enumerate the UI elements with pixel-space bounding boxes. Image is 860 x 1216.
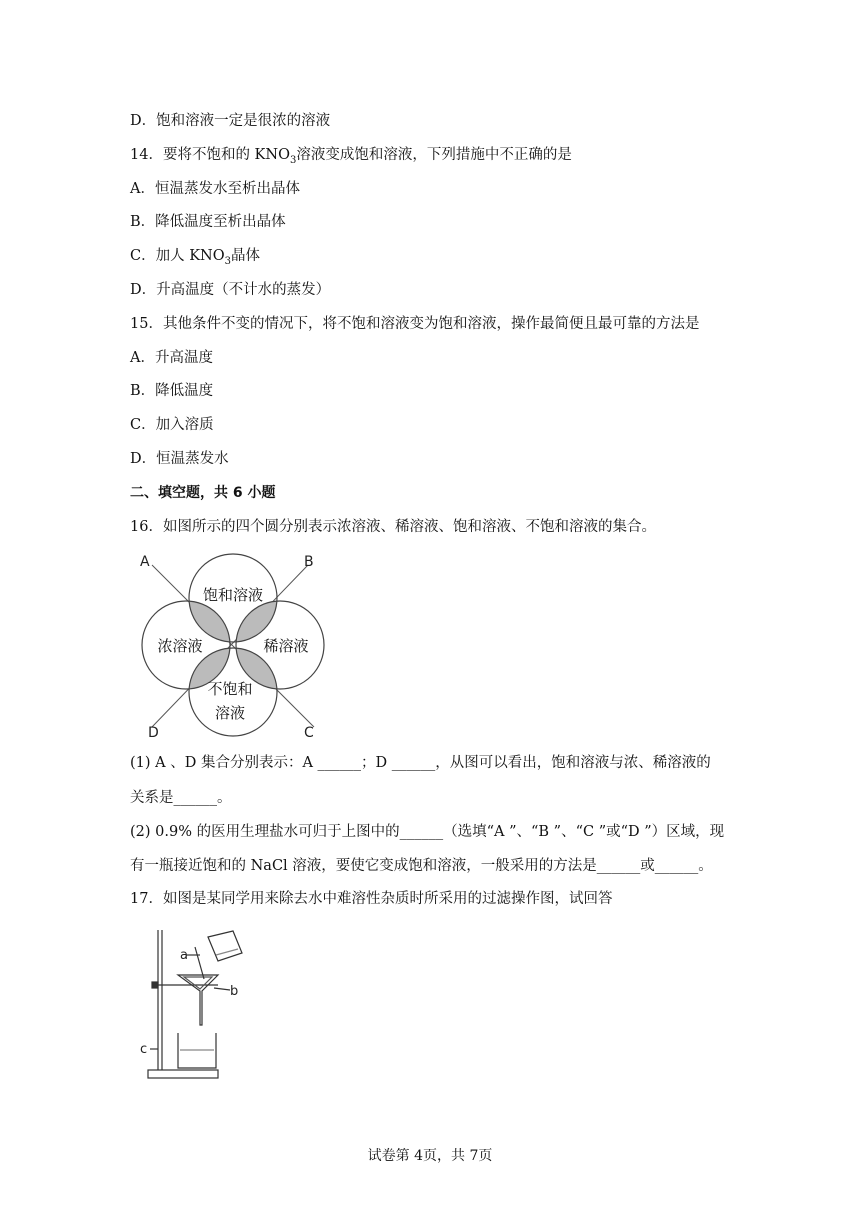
- section-heading: 二、填空题，共 6 小题: [130, 485, 276, 501]
- q16-part1-line1: (1) A 、D 集合分别表示：A ______；D ______，从图可以看出，饱和溶液与浓、稀溶液的: [130, 755, 711, 771]
- page-footer: 试卷第 4页，共 7页: [367, 1148, 493, 1164]
- q14-option-c-subscript: 3: [224, 255, 231, 267]
- label-b: B: [304, 554, 314, 570]
- q16-part2-line2: 有一瓶接近饱和的 NaCl 溶液，要使它变成饱和溶液，一般采用的方法是______或______。: [130, 858, 713, 874]
- circle-right-label: 稀溶液: [263, 637, 309, 655]
- q16-part2-line1: (2) 0.9% 的医用生理盐水可归于上图中的______（选填“A ”、“B ”、“C ”或“D ”）区域，现: [130, 824, 725, 840]
- label-d: D: [148, 725, 159, 740]
- q14-stem-part1: 14．要将不饱和的 KNO: [130, 147, 290, 163]
- q14-option-c-part1: C．加人 KNO: [130, 248, 225, 264]
- q14-option-b: B．降低温度至析出晶体: [130, 214, 286, 230]
- circle-top-label: 饱和溶液: [202, 586, 264, 604]
- q17-filtration-diagram: [138, 925, 258, 1085]
- circle-left-label: 浓溶液: [157, 637, 203, 655]
- label-b: b: [230, 984, 239, 999]
- q15-option-b: B．降低温度: [130, 383, 214, 399]
- funnel: [178, 975, 218, 1025]
- q16-stem: 16．如图所示的四个圆分别表示浓溶液、稀溶液、饱和溶液、不饱和溶液的集合。: [130, 519, 656, 535]
- glass-rod: [195, 947, 204, 979]
- stand-base: [148, 1070, 218, 1078]
- q14-option-d: D．升高温度（不计水的蒸发）: [130, 282, 331, 298]
- q16-venn-diagram: [138, 550, 328, 740]
- q14-option-a: A．恒温蒸发水至析出晶体: [130, 181, 300, 197]
- q17-stem: 17．如图是某同学用来除去水中难溶性杂质时所采用的过滤操作图，试回答: [130, 891, 613, 907]
- label-a: A: [140, 554, 150, 570]
- q15-option-d: D．恒温蒸发水: [130, 451, 229, 467]
- q14-option-c: [130, 246, 260, 272]
- q15-stem: 15．其他条件不变的情况下，将不饱和溶液变为饱和溶液，操作最简便且最可靠的方法是: [130, 316, 700, 332]
- label-a: a: [180, 948, 188, 963]
- q14-stem-part2: 溶液变成饱和溶液，下列措施中不正确的是: [296, 147, 572, 163]
- label-c: C: [304, 725, 314, 740]
- q14-stem: [130, 145, 572, 171]
- q14-stem-subscript: 3: [289, 154, 297, 166]
- pouring-beaker: [208, 931, 242, 961]
- q14-option-c-part2: 晶体: [231, 248, 260, 264]
- q15-option-c: C．加入溶质: [130, 417, 214, 433]
- label-c: c: [140, 1042, 148, 1057]
- circle-bottom-label-1: 不饱和: [207, 680, 253, 698]
- q16-part1-line2: 关系是______。: [130, 790, 232, 806]
- q13-option-d: D．饱和溶液一定是很浓的溶液: [130, 113, 331, 129]
- q15-option-a: A．升高温度: [130, 350, 213, 366]
- circle-bottom-label-2: 溶液: [214, 704, 246, 722]
